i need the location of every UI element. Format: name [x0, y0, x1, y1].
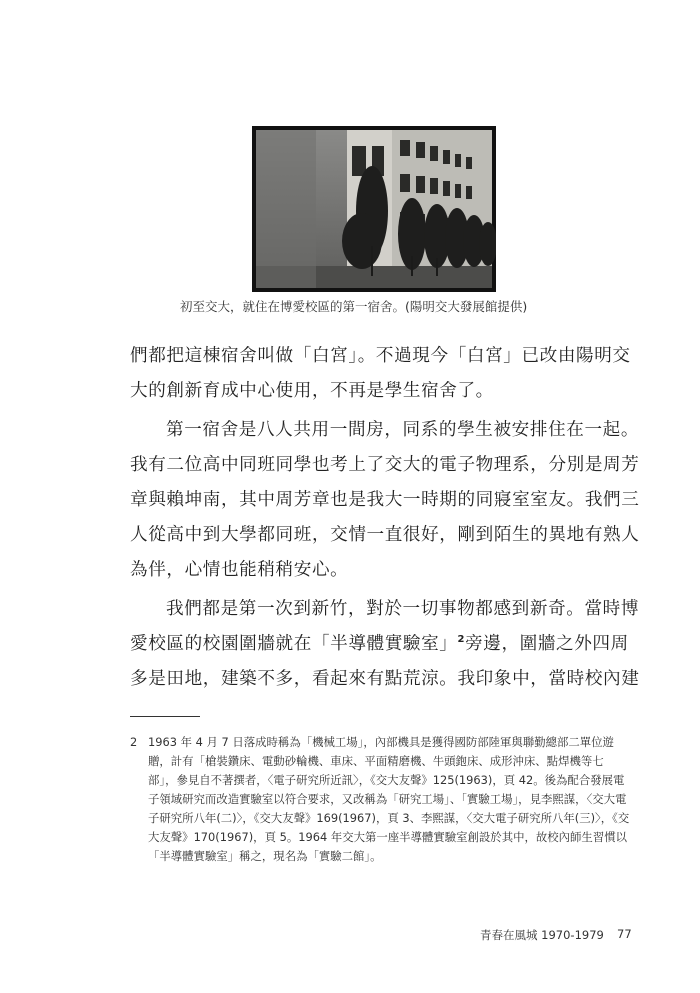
running-footer-title: 青春在風城 1970-1979 — [480, 928, 604, 942]
footnote-reference[interactable]: 2 — [457, 634, 466, 645]
dormitory-photo — [252, 126, 496, 292]
paragraph-3-part-2: 旁邊，圍牆之外四周多是田地，建築不多，看起來有點荒涼。我印象中，當時校內建 — [130, 634, 640, 689]
footnote-divider — [130, 716, 200, 717]
footnote — [130, 733, 630, 866]
photo-caption: 初至交大，就住在博愛校區的第一宿舍。(陽明交大發展館提供) — [180, 299, 528, 314]
paragraph-2: 第一宿舍是八人共用一間房，同系的學生被安排住在一起。我有二位高中同班同學也考上了交大的電子物理系，分別是周芳章與賴坤南，其中周芳章也是我大一時期的同寢室室友。我們三人從高中到大學都同班，交情一直很好，剛到陌生的異地有熟人為伴，心情也能稍稍安心。 — [130, 420, 640, 580]
body-text — [130, 339, 640, 701]
paragraph-3-part-1: 我們都是第一次到新竹，對於一切事物都感到新奇。當時博愛校區的校園圍牆就在「半導體實驗室」 — [130, 599, 640, 654]
footnote-text: 1963 年 4 月 7 日落成時稱為「機械工場」，內部機具是獲得國防部陸軍與聯勤總部二單位遊贈，計有「槍裝鑽床、電動砂輪機、車床、平面精磨機、牛頭鉋床、成形沖床、點焊機等七部」，參見自不著撰者，〈電子研究所近訊〉，《交大友聲》125(1963)，頁 42。後為配合發展電子領域研究而改造實驗室以符合要求，又改稱為「研究工場」、「實驗工場」，見李熙謀，〈交大電子研究所八年(二)〉，《交大友聲》169(1967)，頁 3、李熙謀，〈交大電子研究所八年(三)〉，《交大友聲》170(1967)，頁 5。1964 年交大第一座半導體實驗室創設於其中，故校內師生習慣以「半導體實驗室」稱之，現名為「實驗二館」。 — [148, 735, 630, 863]
page-number: 77 — [617, 927, 632, 941]
paragraph-1: 們都把這棟宿舍叫做「白宮」。不過現今「白宮」已改由陽明交大的創新育成中心使用，不再是學生宿舍了。 — [130, 346, 631, 401]
paragraph-3 — [130, 592, 640, 697]
footnote-number: 2 — [130, 735, 138, 749]
dormitory-photo-graphic — [252, 126, 496, 292]
